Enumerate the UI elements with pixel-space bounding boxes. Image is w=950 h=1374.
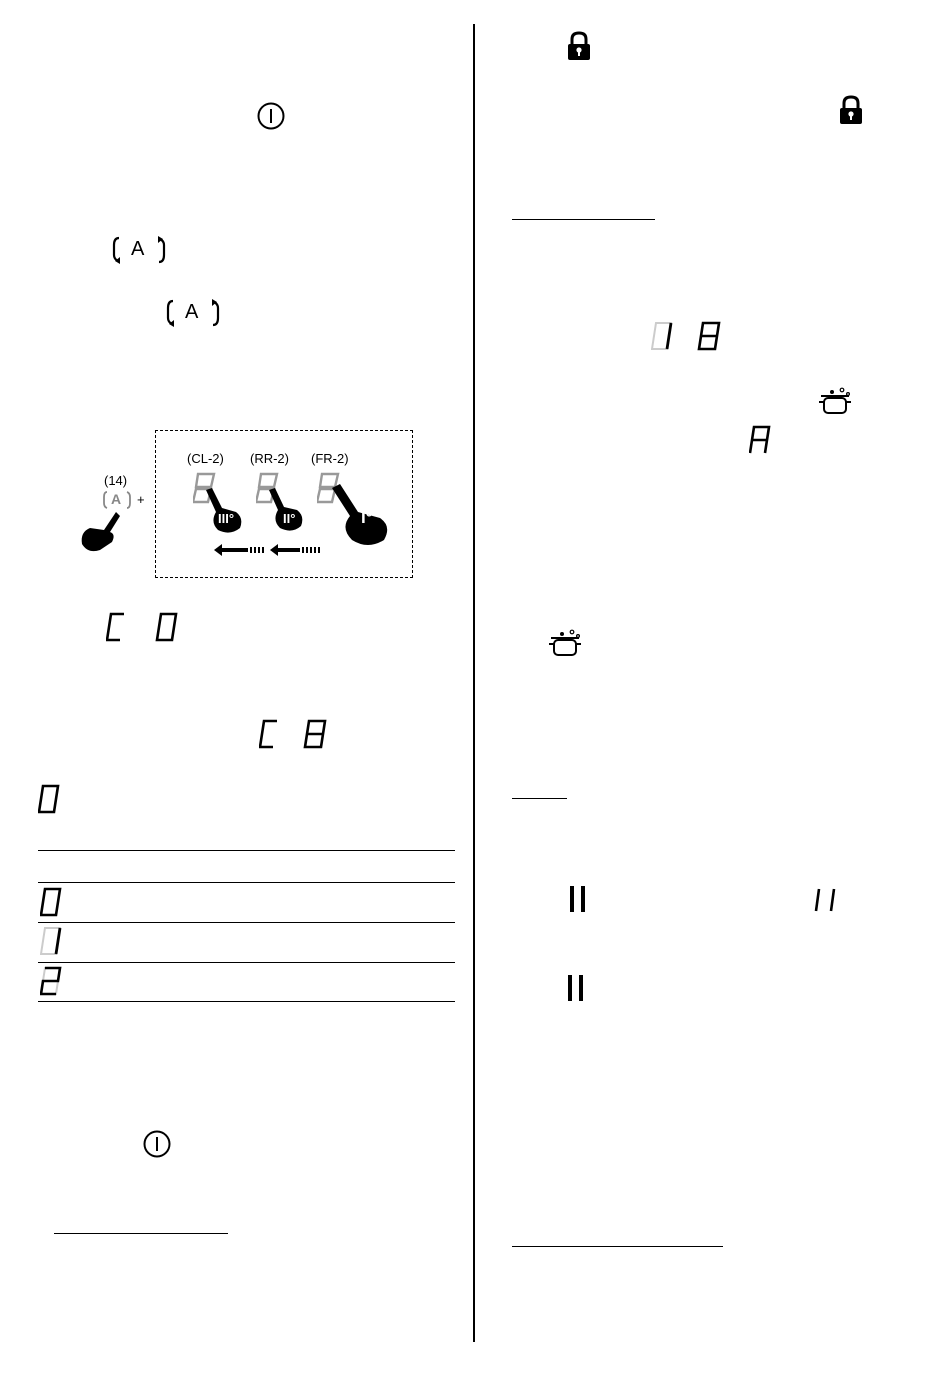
table-rule xyxy=(38,1001,455,1002)
power-icon xyxy=(256,101,286,131)
segment-display-11 xyxy=(812,887,838,913)
power-icon xyxy=(142,1129,172,1159)
auto-heat-icon xyxy=(112,235,166,265)
segment-display xyxy=(38,784,60,814)
auto-letter: A xyxy=(131,238,145,260)
segment-display xyxy=(106,612,178,642)
display-18 xyxy=(651,321,723,356)
lock-icon xyxy=(566,31,592,61)
auto-letter: A xyxy=(111,491,122,507)
hand-pointer-icon xyxy=(78,510,124,554)
level-label: I° xyxy=(361,508,373,527)
table-cell-digit-1 xyxy=(40,926,62,956)
table-rule xyxy=(38,962,455,963)
section-underline xyxy=(512,219,655,220)
auto-heat-icon xyxy=(102,490,132,510)
auto-letter: A xyxy=(185,301,199,323)
level-label: III° xyxy=(218,511,235,526)
table-cell-digit-2 xyxy=(40,966,62,996)
key-number-label: (14) xyxy=(104,473,128,488)
segment-display xyxy=(651,321,723,351)
table-rule xyxy=(38,922,455,923)
pot-icon xyxy=(549,628,585,658)
lock-icon xyxy=(838,95,864,125)
direction-arrows xyxy=(214,543,326,557)
display-c0 xyxy=(106,612,178,647)
pause-icon xyxy=(566,974,586,1002)
table-cell-digit-0 xyxy=(40,887,62,917)
section-underline xyxy=(512,798,567,799)
zone-label-cl: (CL-2) xyxy=(187,451,224,466)
zone-label-fr: (FR-2) xyxy=(311,451,349,466)
section-underline xyxy=(512,1246,723,1247)
hand-pointer-icon xyxy=(328,484,392,550)
column-divider xyxy=(473,24,475,1342)
display-c8 xyxy=(259,719,329,754)
plus-sign: + xyxy=(137,492,145,507)
level-label: II° xyxy=(283,511,296,526)
pause-icon xyxy=(568,885,588,913)
section-underline xyxy=(54,1233,228,1234)
segment-display-a xyxy=(749,425,773,455)
zone-label-rr: (RR-2) xyxy=(250,451,289,466)
auto-heat-icon xyxy=(166,298,220,328)
segment-display xyxy=(259,719,329,749)
table-rule xyxy=(38,850,455,851)
pot-icon xyxy=(819,386,855,416)
table-rule xyxy=(38,882,455,883)
